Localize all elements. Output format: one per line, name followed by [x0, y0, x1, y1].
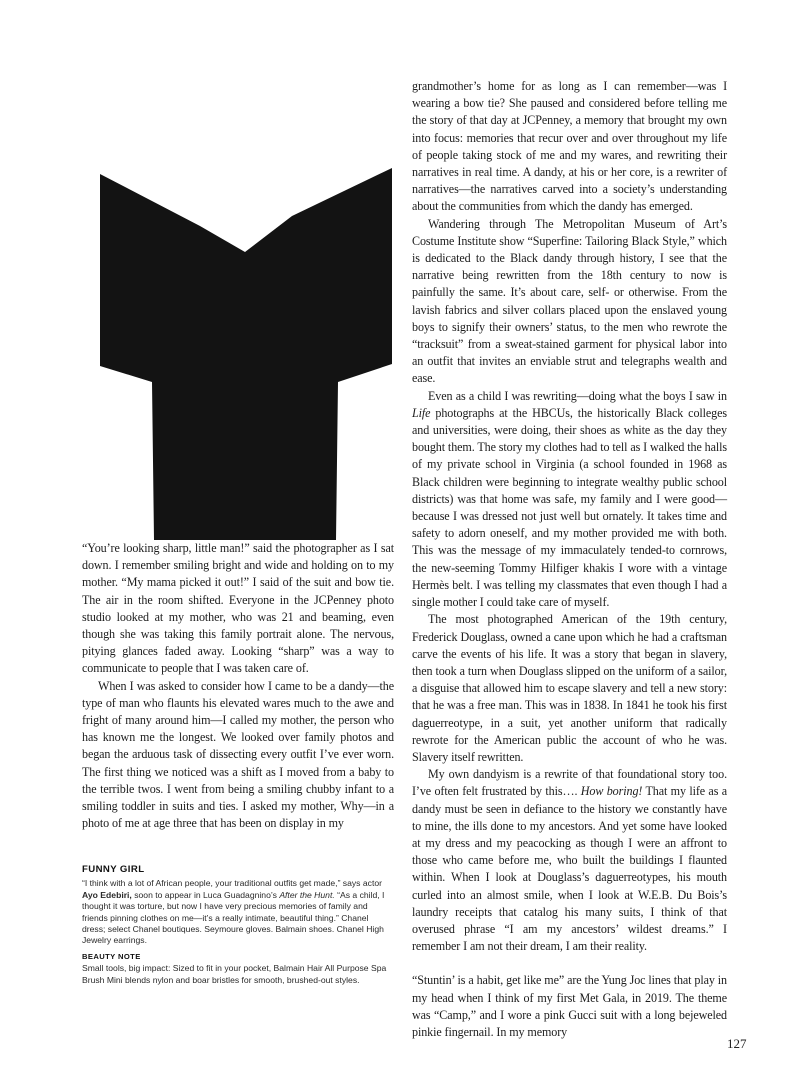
sidebar-credits [82, 864, 392, 986]
figure-svg [100, 168, 392, 540]
paragraph: Wandering through The Metropolitan Museum of Art’s Costume Institute show “Superfine: Tailoring Black Style,” which is dedicated to the Black dandy through history, I see that the narrative being rewritten from the 18th century to now is painfully the same. It’s about care, self- or otherwise. From the lavish fabrics and silver collars placed upon the enslaved young boys to signify their owners’ status, to the men who rewrote the “tracksuit” from a sweat-stained garment for physical labor into an outfit that invites an enviable strut and telegraphs wealth and ease. [412, 216, 727, 386]
paragraph-text: That my life as a dandy must be seen in defiance to the history we constantly have to mine, the ills done to my ancestors. And yet some have looked at my dress and my peacocking as though I were an affront to those who came before me, who built the buildings I flaunted within. When I look at Douglass’s daguerreotypes, his mouth curled into an almost smile, when I look at W.E.B. Du Bois’s laundry receipts that catalog his many suits, I think of that overused phrase “I am my ancestors’ wildest dreams.” I remember I am not their dream, I am their reality. [412, 784, 727, 954]
caption-text: soon to appear in Luca Guadagnino’s [131, 889, 280, 900]
paragraph-text: My own dandyism is a rewrite of that foundational story too. I’ve often felt frustrated by this…. [412, 767, 727, 799]
caption-name: Ayo Edebiri, [82, 889, 132, 900]
sidebar-heading: FUNNY GIRL [82, 864, 145, 875]
paragraph-italic: Life [412, 405, 431, 420]
paragraph: grandmother’s home for as long as I can remember—was I wearing a bow tie? She paused and considered before telling me the story of that day at JCPenney, a memory that brought my own into focus: memories that recur over and over throughout my life of people taking stock of me and my wares, and rewriting their narratives in real time. A dandy, at his or her core, is a rewriter of narratives—the narratives carved into a society’s understanding about the communities from which the dandy has emerged. [412, 79, 727, 214]
page-number: 127 [727, 1036, 747, 1051]
paragraph: “Stuntin’ is a habit, get like me” are the Yung Joc lines that play in my head when I think of my first Met Gala, in 2019. The theme was “Camp,” and I wore a pink Gucci suit with a long bejeweled pinkie fingernail. In my memory [412, 973, 727, 1039]
sidebar-caption [82, 878, 392, 946]
left-column [82, 540, 394, 832]
paragraph [412, 388, 727, 612]
paragraph-text: Even as a child I was rewriting—doing what the boys I saw in [428, 388, 727, 403]
right-column [412, 78, 727, 1041]
paragraph-text: photographs at the HBCUs, the historically Black colleges and universities, were doing, their shoes as white as the day they bought them. The story my clothes had to tell as I walked the halls of my private school in Virginia (a school founded in 1968 as Black children were beginning to integrate wealthy public school districts) was that home was safe, my family and I were good—because I was dressed not just well but ornately. It takes time and safety to adorn oneself, and my mother provided me with both. This was the message of my immaculately tended-to cornrows, the new-seeming Tommy Hilfiger khakis I wore with a vintage Hermès belt. I was telling my classmates that even though I had a single mother I could take care of myself. [412, 405, 727, 610]
beauty-note-text: Small tools, big impact: Sized to fit in your pocket, Balmain Hair All Purpose Spa Brush Mini blends nylon and boar bristles for smooth, brushed-out styles. [82, 963, 387, 985]
paragraph: When I was asked to consider how I came to be a dandy—the type of man who flaunts his elevated wares much to the awe and fright of many around him—I called my mother, the person who has known me the longest. We looked over family photos and began the arduous task of dissecting every outfit I’ve ever worn. The first thing we noticed was a shift as I moved from a baby to the terrible twos. I went from being a smiling chubby infant to a smiling toddler in suits and ties. I asked my mother, Why—in a photo of me at age three that has been on display in my [82, 678, 394, 831]
paragraph: “You’re looking sharp, little man!” said the photographer as I sat down. I remember smiling bright and wide and holding on to my mother. “My mama picked it out!” I said of the suit and bow tie. The air in the room shifted. Everyone in the JCPenney photo studio looked at my mother, who was 21 and beaming, even though she was taking this family portrait alone. The nervous, pitying glances faded away. Looking “sharp” was a way to communicate to people that I was taken care of. [82, 541, 394, 676]
caption-film: After the Hunt. [279, 889, 335, 900]
beauty-note-heading: BEAUTY NOTE [82, 951, 141, 961]
caption-text: “As a child, I thought it was torture, but now I have very precious memories of family and friends pinning clothes on me—it’s a really intimate, beautiful thing.” Chanel dress; select Chanel boutiques. Seymoure gloves. Balmain shoes. Chanel High Jewelry earrings. [82, 889, 385, 946]
caption-text: “I think with a lot of African people, your traditional outfits get made,” says actor [82, 878, 382, 889]
black-chevron-figure-icon [100, 168, 392, 540]
chevron-shape [100, 168, 392, 540]
paragraph [412, 766, 727, 955]
paragraph-italic: How boring! [580, 784, 643, 799]
paragraph: The most photographed American of the 19th century, Frederick Douglass, owned a cane upon which he had a craftsman carve the events of his life. It was a story that began in slavery, then took a turn when Douglass slipped on the uniform of a sailor, a disguise that allowed him to escape slavery and tell a new story: that he was a free man. This was in 1838. In 1841 he took his first daguerreotype, in a suit, yet another uniform that radically rewrote for the American public the account of who he was. Slavery itself rewritten. [412, 612, 727, 764]
